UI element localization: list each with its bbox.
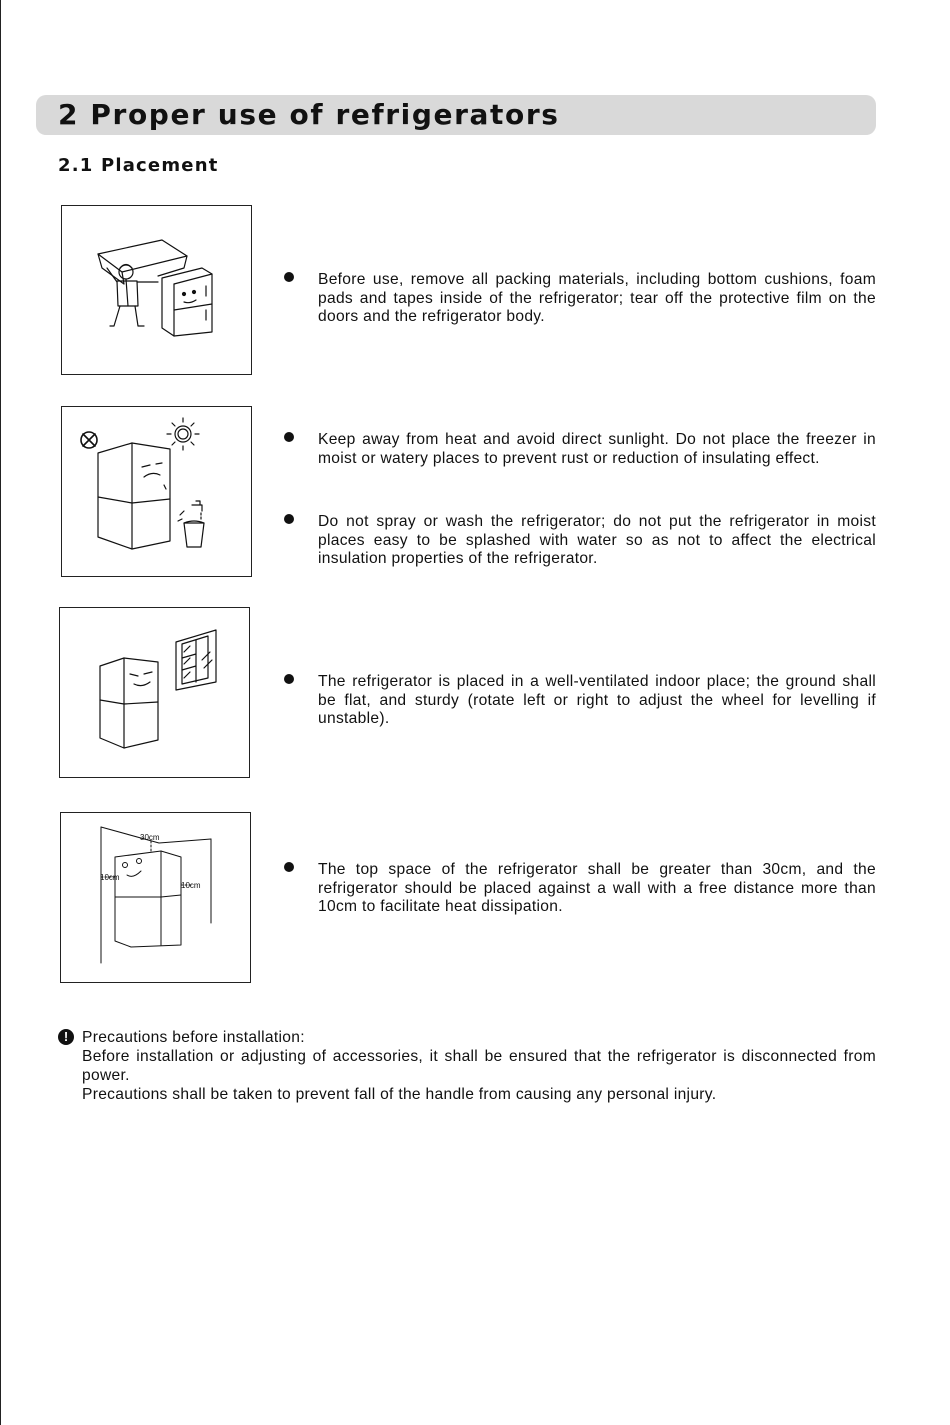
bullet-1 bbox=[284, 272, 294, 282]
clearance-left-label: 10cm bbox=[100, 873, 120, 882]
no-heat-sunlight-water-illustration bbox=[61, 406, 252, 577]
clearance-top-label: 30cm bbox=[140, 833, 160, 842]
ventilated-indoor-illustration bbox=[59, 607, 250, 778]
unpacking-illustration bbox=[61, 205, 252, 375]
subsection-title: 2.1 Placement bbox=[58, 155, 219, 176]
clearance-distance-illustration bbox=[60, 812, 251, 983]
placement-text-ventilation: The refrigerator is placed in a well-ventilated indoor place; the ground shall be flat, and sturdy (rotate left or right to adjust the wheel for levelling if unstable). bbox=[318, 673, 876, 728]
bullet-4 bbox=[284, 674, 294, 684]
section-title: 2 Proper use of refrigerators bbox=[58, 98, 560, 131]
placement-text-unpacking: Before use, remove all packing materials, including bottom cushions, foam pads and tapes inside of the refrigerator; tear off the protective film on the doors and the refrigerator body. bbox=[318, 271, 876, 326]
section-header-bar bbox=[36, 95, 876, 135]
bullet-5 bbox=[284, 862, 294, 872]
notice-title: Precautions before installation: bbox=[82, 1029, 305, 1046]
placement-text-water: Do not spray or wash the refrigerator; do not put the refrigerator in moist places easy to be splashed with water so as not to affect the electrical insulation properties of the refrigerator. bbox=[318, 513, 876, 568]
bullet-3 bbox=[284, 514, 294, 524]
warning-icon: ! bbox=[58, 1029, 74, 1045]
bullet-2 bbox=[284, 432, 294, 442]
placement-text-heat: Keep away from heat and avoid direct sunlight. Do not place the freezer in moist or watery places to prevent rust or reduction of insulating effect. bbox=[318, 431, 876, 467]
page-left-border bbox=[0, 0, 1, 1425]
notice-line-power: Before installation or adjusting of accessories, it shall be ensured that the refrigerator is disconnected from power. bbox=[82, 1048, 876, 1084]
placement-text-clearance: The top space of the refrigerator shall be greater than 30cm, and the refrigerator should be placed against a wall with a free distance more than 10cm to facilitate heat dissipation. bbox=[318, 861, 876, 916]
clearance-right-label: 10cm bbox=[181, 881, 201, 890]
notice-line-handle: Precautions shall be taken to prevent fall of the handle from causing any personal injury. bbox=[82, 1086, 717, 1103]
